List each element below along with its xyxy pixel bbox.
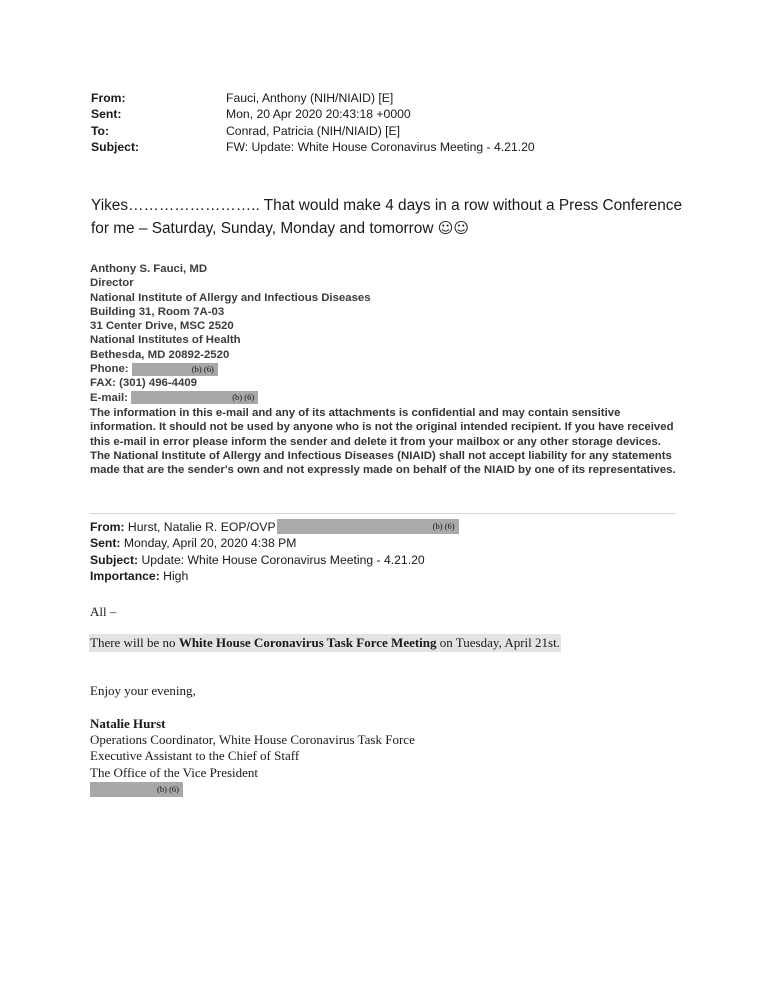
fwd-from-label: From: [90, 520, 125, 534]
announce-pre: There will be no [90, 635, 179, 650]
header-sent-value: Mon, 20 Apr 2020 20:43:18 +0000 [226, 107, 411, 122]
sig-email-label: E-mail: [90, 391, 128, 404]
header-sent-label: Sent: [91, 107, 122, 122]
hurst-signature [90, 716, 415, 797]
fwd-subject-label: Subject: [90, 552, 139, 567]
forwarded-header [90, 519, 459, 584]
fwd-importance-row [90, 568, 459, 584]
message-divider [90, 513, 676, 514]
phone-redaction [132, 363, 218, 376]
closing: Enjoy your evening, [90, 683, 196, 698]
reply-line-2 [91, 217, 691, 240]
greeting: All – [90, 604, 117, 619]
sig-address: 31 Center Drive, MSC 2520 [90, 320, 234, 333]
sig-title: Director [90, 277, 134, 290]
header-from-row [91, 90, 535, 106]
header-to-row [91, 123, 535, 139]
email-header [91, 90, 535, 155]
header-subject-row [91, 139, 535, 155]
announcement [89, 634, 561, 652]
email-redaction-code: (b) (6) [232, 392, 255, 403]
sig-phone-row [90, 362, 680, 376]
fwd-sent-row [90, 535, 459, 551]
sig-name: Anthony S. Fauci, MD [90, 263, 208, 275]
header-to-value: Conrad, Patricia (NIH/NIAID) [E] [226, 123, 401, 138]
fwd-sent-label: Sent: [90, 536, 121, 551]
fauci-signature [90, 262, 680, 477]
sig-org: National Institute of Allergy and Infectious Diseases [90, 291, 371, 304]
sig-phone-label: Phone: [90, 363, 129, 376]
header-sent-row [91, 106, 535, 122]
fwd-subject-row [90, 552, 459, 568]
fwd-from-row [90, 519, 459, 535]
sig-building: Building 31, Room 7A-03 [90, 305, 225, 318]
header-from-label: From: [91, 91, 126, 105]
fwd-importance-value: High [163, 568, 189, 583]
hurst-sig-name: Natalie Hurst [90, 716, 166, 731]
confidentiality-disclaimer: The information in this e-mail and any of its attachments is confidential and may contain sensitive information. It should not be used by anyone who is not the original intended recipient. If you have received this e-mail in error please inform the sender and delete it from your mailbox or any other storage devices. The National Institute of Allergy and Infectious Diseases (NIAID) shall not accept liability for any statements made that are the sender's own and not expressly made on behalf of the NIAID by one of its representatives. [90, 406, 676, 477]
announce-post: on Tuesday, April 21st. [436, 635, 560, 650]
fwd-subject-value: Update: White House Coronavirus Meeting - 4.21.20 [141, 552, 425, 567]
hurst-sig-line: Operations Coordinator, White House Coronavirus Task Force [90, 732, 415, 748]
sig-city: Bethesda, MD 20892-2520 [90, 348, 230, 361]
smiley-icon: ☺☺ [437, 219, 470, 237]
hurst-sig-line: The Office of the Vice President [90, 764, 259, 780]
sig-institutes: National Institutes of Health [90, 334, 241, 347]
reply-body [91, 194, 691, 240]
sig-email-row [90, 391, 680, 405]
header-subject-value: FW: Update: White House Coronavirus Meeting - 4.21.20 [226, 139, 535, 154]
header-to-label: To: [91, 123, 110, 138]
reply-line-1: Yikes…………………….. That would make 4 days in a row without a Press Conference [91, 197, 683, 214]
sig-fax: FAX: (301) 496-4409 [90, 377, 198, 390]
hurst-redaction-code: (b) (6) [157, 783, 179, 794]
from-redaction-code: (b) (6) [432, 521, 455, 531]
header-subject-label: Subject: [91, 139, 140, 154]
fwd-importance-label: Importance: [90, 568, 160, 583]
fwd-sent-value: Monday, April 20, 2020 4:38 PM [123, 536, 297, 551]
announce-bold: White House Coronavirus Task Force Meeting [178, 635, 437, 650]
header-from-value: Fauci, Anthony (NIH/NIAID) [E] [226, 91, 394, 105]
email-redaction [131, 391, 258, 404]
hurst-sig-line: Executive Assistant to the Chief of Staff [90, 748, 300, 764]
hurst-redaction [90, 782, 183, 797]
reply-line-2-text: for me – Saturday, Sunday, Monday and tomorrow [91, 220, 434, 237]
phone-redaction-code: (b) (6) [191, 363, 214, 374]
fwd-from-value: Hurst, Natalie R. EOP/OVP [127, 520, 276, 534]
from-redaction [277, 519, 459, 534]
